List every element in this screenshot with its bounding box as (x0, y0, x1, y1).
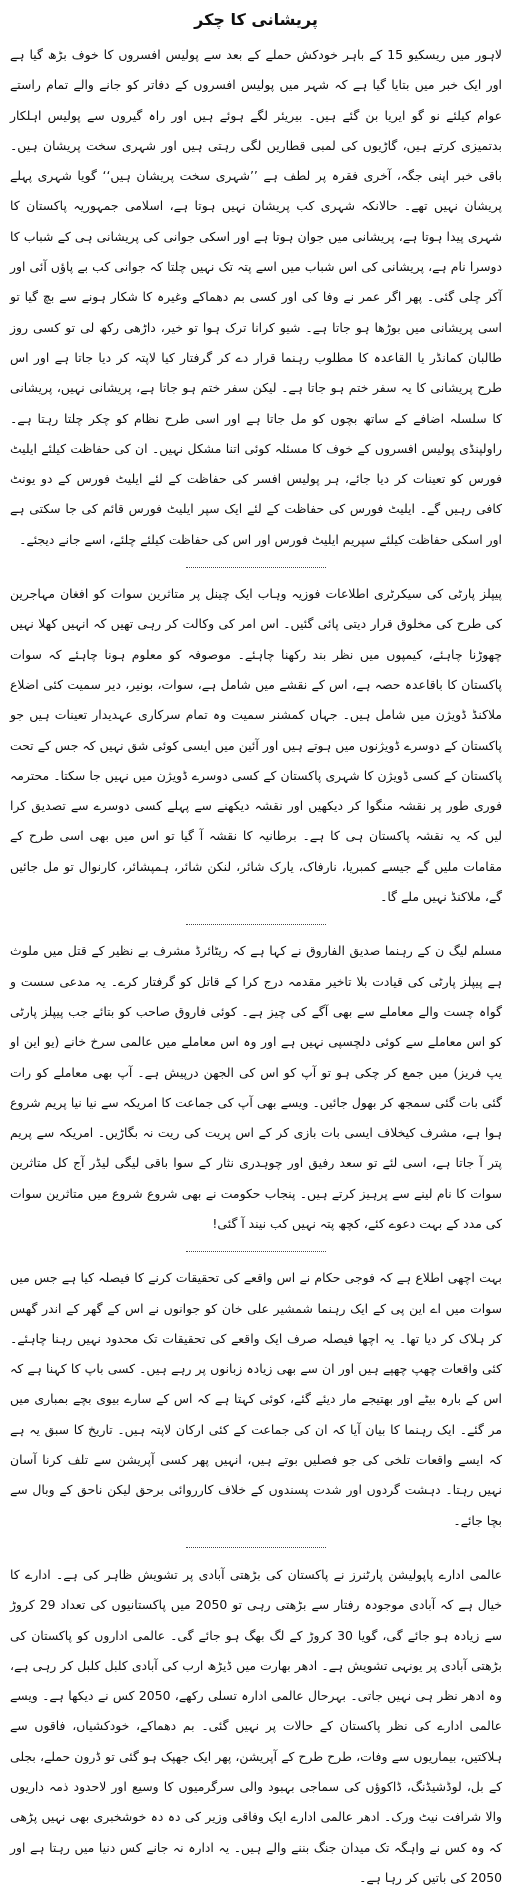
section-separator (10, 559, 502, 575)
paragraph: مسلم لیگ ن کے رہنما صدیق الفاروق نے کہا ہے کہ ریٹائرڈ مشرف بے نظیر کے قتل میں ملوث ہے پیپلز پارٹی کی قیادت بلا تاخیر مقدمہ درج کرا کے قاتل کو گرفتار کرے۔ یہ مدعی سست و گواہ چست والے معاملے سے بھی آگے کی چیز ہے۔ کوئی فاروق صاحب کو بتائے جب پیپلز پارٹی کو اس معاملے سے کوئی دلچسپی نہیں ہے اور وہ اس معاملے میں عالمی سرخ خانے (یو این او یپ فریز) میں جمع کر چکی ہو تو آپ کو اس کی الجھن درپیش ہے۔ آپ بھی معاملے کو رات گئی بات گئی سمجھ کر بھول جائیں۔ ویسے بھی آپ کی جماعت کا امریکہ سے نیا نیا پریم شروع ہوا ہے، مشرف کیخلاف ایسی بات بازی کر کے اس پریت کی ریت نہ بگاڑیں۔ امریکہ سے پریم پتر آ جاتا ہے، اسی لئے تو سعد رفیق اور چوہدری نثار کے سوا باقی لیگی لیڈر آج کل متاثرین سوات کا نام لینے سے پرہیز کرتے ہیں۔ پنجاب حکومت نے بھی شروع شروع میں متاثرین سوات کی مدد کے بہت دعوے کئے، کچھ پتہ نہیں کب نیند آ گئی! (10, 943, 502, 1231)
section-separator (10, 1243, 502, 1259)
paragraph: عالمی ادارے پاپولیشن پارٹنرز نے پاکستان کی بڑھتی آبادی پر تشویش ظاہر کی ہے۔ ادارے کا خیال ہے کہ آبادی موجودہ رفتار سے بڑھتی رہی تو 2050 میں پاکستانیوں کی تعداد 29 کروڑ سے زیادہ ہو جائے گی، گویا 30 کروڑ کے لگ بھگ ہو جائے گی۔ عالمی اداروں کو پاکستان کی بڑھتی آبادی پر یونہی تشویش ہے۔ ادھر بھارت میں ڈیڑھ ارب کی آبادی کلبل کلبل کر رہی ہے، وہ ادھر نظر ہی نہیں جاتی۔ بہرحال عالمی ادارہ تسلی رکھے، 2050 کس نے دیکھا ہے۔ ویسے عالمی ادارے کی نظر پاکستان کے حالات پر نہیں گئی۔ بم دھماکے، خودکشیاں، فاقوں سے ہلاکتیں، بیماریوں سے وفات، طرح طرح کے آپریشن، پھر ایک جھپک ہو گئی تو ڈرون حملے، بجلی کے بل، لوڈشیڈنگ، ڈاکوؤں کی سماجی بہبود والی سرگرمیوں کا وسیع اور لاحدود ذمہ داریوں والا شرافت نیٹ ورک۔ ادھر عالمی ادارے ایک وفاقی وزیر کی دہ دہ خوشخبری بھی نہیں پڑھی کہ وہ کس نے واہگہ تک میدان جنگ بننے والے ہیں۔ یہ ادارہ نہ جانے کس دنیا میں رہتا ہے اور 2050 کی باتیں کر رہا ہے۔ (10, 1566, 502, 1885)
section-separator (10, 916, 502, 932)
section-population (10, 1560, 502, 1893)
column-title: پریشانی کا چکر (194, 10, 318, 29)
section-separator (10, 1540, 502, 1556)
section-musharraf-case (10, 936, 502, 1239)
section-inquiry (10, 1263, 502, 1536)
section-swat-map (10, 579, 502, 912)
paragraph: پیپلز پارٹی کی سیکرٹری اطلاعات فوزیہ وہاب ایک چینل پر متاثرین سوات کو افغان مہاجرین کی طرح کی مخلوق قرار دیتی پائی گئیں۔ اس امر کی وکالت کر رہی تھیں کہ انہیں کھلا نہیں چھوڑنا چاہئے، کیمپوں میں نظر بند رکھنا چاہئے۔ موصوفہ کو معلوم ہونا چاہئے کہ سوات پاکستان کا باقاعدہ حصہ ہے، اس کے نقشے میں شامل ہے، سوات، بونیر، دیر سمیت کئی اضلاع ملاکنڈ ڈویژن میں شامل ہیں۔ جہاں کمشنر سمیت وہ تمام سرکاری عہدیدار تعینات ہیں جو پاکستان کے دوسرے ڈویژنوں میں ہوتے ہیں اور آئین میں ایسی کوئی شق نہیں کہ جس کے تحت پاکستان کے کسی ڈویژن کا شہری پاکستان کے کسی دوسرے ڈویژن میں نہیں جا سکتا۔ محترمہ فوری طور پر نقشہ منگوا کر دیکھیں اور نقشہ دیکھنے سے پہلے کسی دوسرے سے تصدیق کرا لیں کہ یہ نقشہ پاکستان ہی کا ہے۔ برطانیہ کا نقشہ آ گیا تو اس میں بھی اسی طرح کے مقامات ملیں گے جیسے کمبریا، نارفاک، یارک شائر، لنکن شائر، ہمپشائر، کارنوال تو مل جائیں گے، ملاکنڈ نہیں ملے گا۔ (10, 586, 502, 905)
section-police-fear (10, 40, 502, 555)
paragraph: بہت اچھی اطلاع ہے کہ فوجی حکام نے اس واقعے کی تحقیقات کرنے کا فیصلہ کیا ہے جس میں سوات میں اے این پی کے ایک رہنما شمشیر علی خان کو جوانوں نے اس کے گھر کے اندر گھس کر ہلاک کر دیا تھا۔ یہ اچھا فیصلہ صرف ایک واقعے کی تحقیقات تک محدود نہیں رہنا چاہئے۔ کئی واقعات چھپ چھپے ہیں اور ان سے بھی زیادہ زبانوں پر رہے ہیں۔ کسی باپ کا کہنا ہے کہ اس کے بارہ بیٹے اور بھتیجے مار دیئے گئے، کوئی کہتا ہے کہ اس کے سارے بیوی بچے بمباری میں مر گئے۔ ایک رہنما کا بیان آیا کہ ان کی جماعت کے کئی ارکان لاپتہ ہیں۔ تاریخ کا سبق یہ ہے کہ ایسے واقعات تلخی کی جو فصلیں بوتے ہیں، انہیں پھر کسی آپریشن سے تلف کرنا آسان نہیں رہتا۔ دہشت گردوں اور شدت پسندوں کے خلاف کارروائی برحق لیکن ناحق کے وبال سے بچا جائے۔ (10, 1270, 502, 1528)
paragraph: لاہور میں ریسکیو 15 کے باہر خودکش حملے کے بعد سے پولیس افسروں کا خوف بڑھ گیا ہے اور ایک خبر میں بتایا گیا ہے کہ شہر میں پولیس افسروں کے دفاتر کو جانے والے تمام راستے عوام کیلئے نو گو ایریا بن گئے ہیں۔ بیریئر لگے ہوئے ہیں اور راہ گیروں سے پولیس اہلکار بدتمیزی کرتے ہیں، گاڑیوں کی لمبی قطاریں لگی رہتی ہیں اور شہری سخت پریشان ہیں۔ باقی خبر اپنی جگہ، آخری فقرہ پر لطف ہے ’’شہری سخت پریشان ہیں‘‘ گویا شہری پہلے پریشان نہیں تھے۔ حالانکہ شہری کب پریشان نہیں ہوتا ہے، اسلامی جمہوریہ پاکستان کا شہری پیدا ہوتا ہے، پریشانی میں جوان ہوتا ہے اور اسکی جوانی کی پریشانی ہی کے شباب کا دوسرا نام ہے، پریشانی کی اس شباب میں اسے پتہ تک نہیں چلتا کہ جوانی کب بے پاؤں آئی اور آکر چلی گئی۔ پھر اگر عمر نے وفا کی اور کسی بم دھماکے وغیرہ کا شکار ہونے سے بچ گیا تو اسی پریشانی میں بوڑھا ہو جاتا ہے۔ شیو کرانا ترک ہوا تو خیر، داڑھی رکھ لی تو کسی روز طالبان کمانڈر یا القاعدہ کا مطلوب رہنما قرار دے کر گرفتار کیا لاپتہ کر دیا جاتا ہے اور اس طرح پریشانی کا یہ سفر ختم ہو جاتا ہے۔ لیکن سفر ختم ہو جاتا ہے، پریشانی نہیں، پریشانی کا سلسلہ اضافے کے ساتھ بچوں کو مل جاتا ہے اور اسی طرح نظام کو چکر چلتا رہتا ہے۔ راولپنڈی پولیس افسروں کے خوف کا مسئلہ کوئی اتنا مشکل نہیں۔ ان کی حفاظت کیلئے ایلیٹ فورس کو تعینات کر دیا جائے، ہر پولیس افسر کی حفاظت کے لئے ایلیٹ فورس کے دو یونٹ کافی رہیں گے۔ ایلیٹ فورس کی حفاظت کے لئے ایک سپر ایلیٹ فورس قائم کی جا سکتی ہے اور اسکی حفاظت کیلئے سپریم ایلیٹ فورس اور اس کی حفاظت کیلئے چلئے، اسے جانے دیجئے۔ (10, 47, 502, 547)
